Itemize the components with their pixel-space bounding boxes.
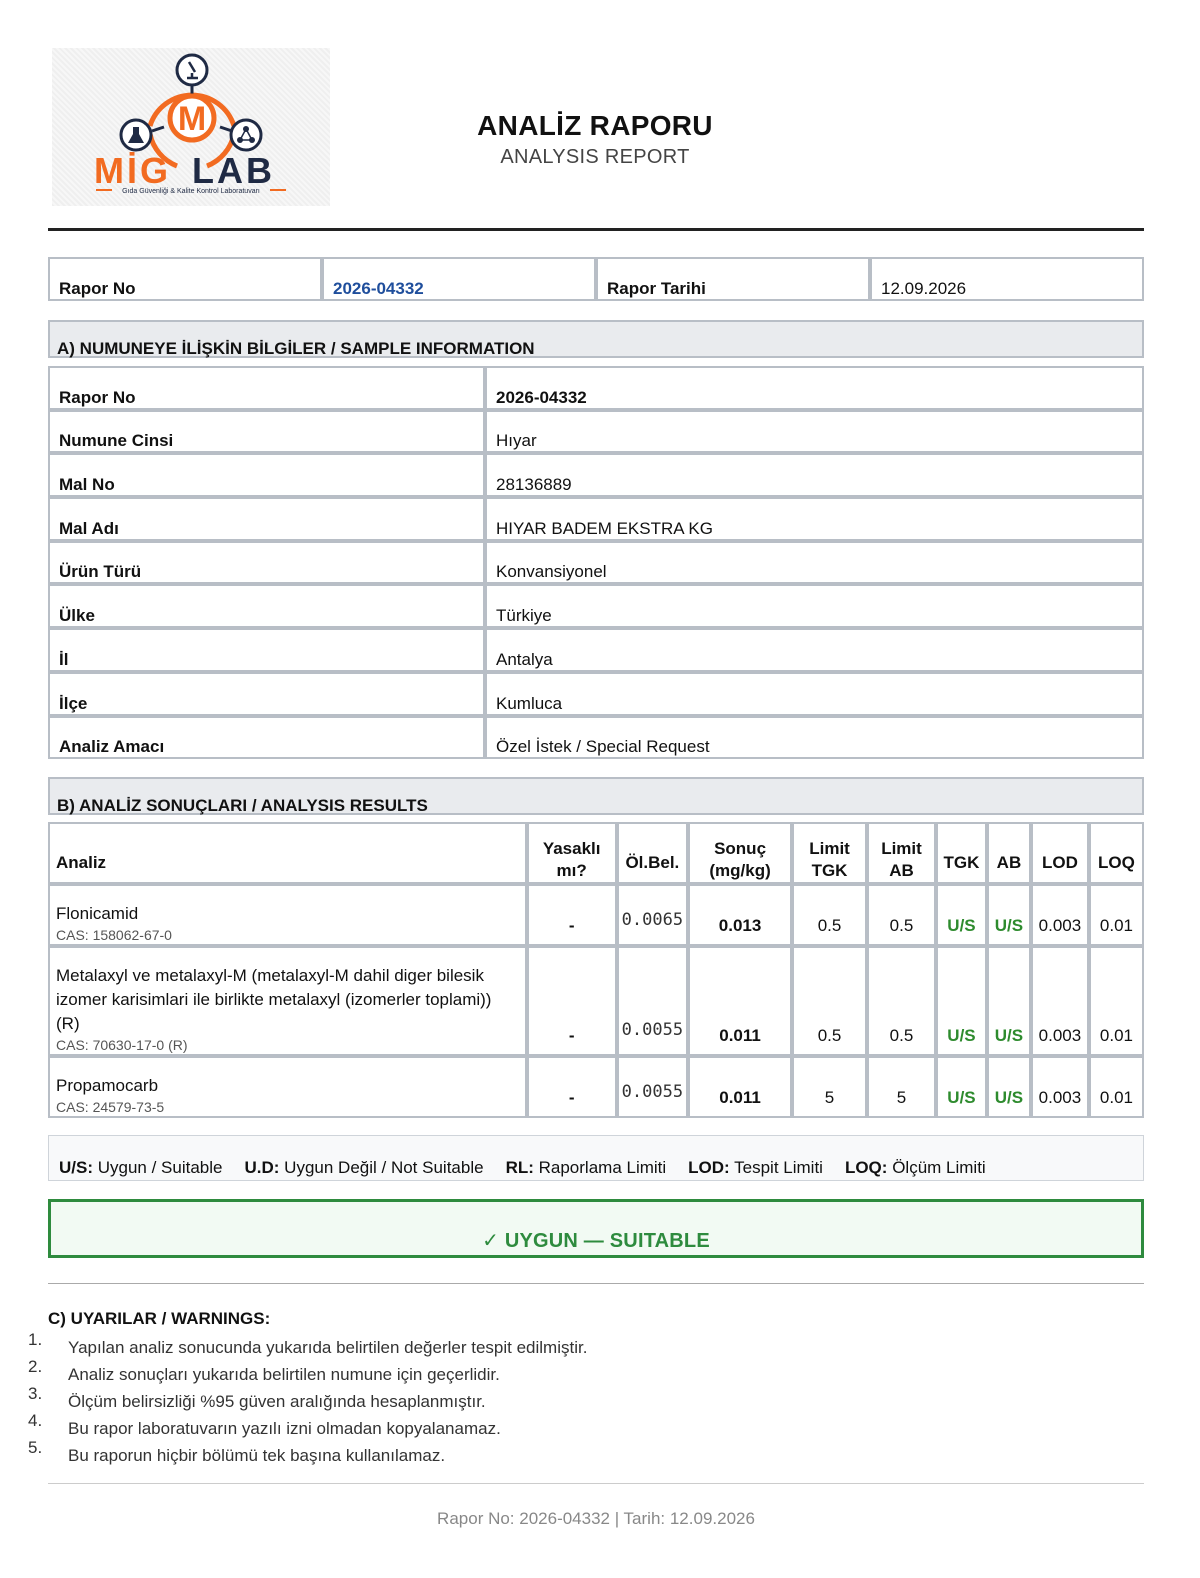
- legend-abbr: RL:: [505, 1158, 534, 1177]
- legend-abbr: U.D:: [244, 1158, 280, 1177]
- sample-info-value: Hıyar: [485, 410, 1144, 454]
- report-title-block: [430, 110, 760, 169]
- sample-info-label: Numune Cinsi: [48, 410, 485, 454]
- sample-info-value: Antalya: [485, 628, 1144, 672]
- report-title: ANALİZ RAPORU: [477, 110, 713, 141]
- sonuc-cell: 0.011: [688, 946, 792, 1056]
- sample-info-row: [48, 672, 1144, 716]
- legend-abbr: LOQ:: [844, 1158, 888, 1177]
- limit-tgk-cell: 5: [792, 1056, 867, 1118]
- col-sonuc-l2: (mg/kg): [709, 861, 771, 880]
- legend-item: [688, 1158, 823, 1177]
- warning-number: 4.: [28, 1411, 43, 1430]
- sample-info-label: Analiz Amacı: [48, 716, 485, 760]
- col-limit-ab-l1: Limit: [881, 839, 922, 858]
- sample-info-label: Rapor No: [48, 366, 485, 410]
- loq-cell: 0.01: [1089, 1056, 1144, 1118]
- loq-cell: 0.01: [1089, 946, 1144, 1056]
- legend-text: Uygun Değil / Not Suitable: [284, 1158, 484, 1177]
- lod-cell: 0.003: [1031, 946, 1089, 1056]
- legend-text: Raporlama Limiti: [538, 1158, 667, 1177]
- col-limit-ab-l2: AB: [889, 861, 914, 880]
- sample-info-label: İl: [48, 628, 485, 672]
- result-row: [48, 1056, 1144, 1118]
- limit-ab-cell: 0.5: [867, 884, 936, 946]
- sample-info-row: [48, 410, 1144, 454]
- tgk-status-cell: U/S: [936, 1056, 987, 1118]
- analysis-results-table: [48, 822, 1144, 1118]
- legend-text: Uygun / Suitable: [97, 1158, 223, 1177]
- warning-item: [28, 1384, 928, 1411]
- sample-info-row: [48, 366, 1144, 410]
- warning-item: [28, 1438, 928, 1465]
- sample-info-row: [48, 628, 1144, 672]
- col-sonuc: [688, 822, 792, 884]
- sample-info-table: [48, 366, 1144, 759]
- limit-ab-cell: 5: [867, 1056, 936, 1118]
- logo-letter: M: [177, 100, 207, 138]
- sample-info-value: Konvansiyonel: [485, 541, 1144, 585]
- footer-divider: [48, 1483, 1144, 1484]
- col-yasakli-l2: mı?: [556, 861, 587, 880]
- ab-status-cell: U/S: [987, 1056, 1031, 1118]
- logo-wordmark-lab: LAB: [192, 150, 275, 191]
- legend-item: [506, 1158, 667, 1177]
- yasakli-cell: -: [527, 946, 617, 1056]
- col-limit-tgk-l2: TGK: [811, 861, 848, 880]
- warning-item: [28, 1357, 928, 1384]
- rapor-no-value: 2026-04332: [322, 257, 596, 301]
- result-row: [48, 946, 1144, 1056]
- col-yasakli: [527, 822, 617, 884]
- microscope-icon: [177, 55, 207, 85]
- sample-info-row: [48, 497, 1144, 541]
- flask-icon: [121, 120, 151, 150]
- col-loq: LOQ: [1089, 822, 1144, 884]
- olbel-cell: 0.0055: [617, 1056, 688, 1118]
- legend-item: [244, 1158, 483, 1177]
- col-yasakli-l1: Yasaklı: [542, 839, 601, 858]
- olbel-cell: 0.0065: [617, 884, 688, 946]
- sample-info-label: Ülke: [48, 584, 485, 628]
- divider: [48, 1283, 1144, 1284]
- warning-text: Yapılan analiz sonucunda yukarıda belirtilen değerler tespit edilmiştir.: [68, 1338, 588, 1357]
- rapor-no-label: Rapor No: [48, 257, 322, 301]
- col-limit-tgk-l1: Limit: [809, 839, 850, 858]
- analyte-cas: CAS: 158062-67-0: [56, 927, 172, 943]
- analyte-cell: [48, 946, 527, 1056]
- sample-info-value: 28136889: [485, 453, 1144, 497]
- warning-number: 1.: [28, 1330, 43, 1349]
- legend-item: [59, 1158, 222, 1177]
- sample-info-row: [48, 584, 1144, 628]
- warnings-list: [28, 1330, 928, 1465]
- analyte-cas: CAS: 24579-73-5: [56, 1099, 165, 1115]
- sample-info-value: Türkiye: [485, 584, 1144, 628]
- check-icon: ✓: [482, 1230, 500, 1252]
- legend-text: Tespit Limiti: [734, 1158, 823, 1177]
- results-header-row: [48, 822, 1144, 884]
- logo-tagline: Gıda Güvenliği & Kalite Kontrol Laboratuvarı: [122, 188, 260, 195]
- logo-graphic: [52, 48, 330, 206]
- col-analiz: Analiz: [48, 822, 527, 884]
- analyte-name: Metalaxyl ve metalaxyl-M (metalaxyl-M dahil diger bilesik izomer karisimlari ile birlikte metalaxyl (izomerler toplami)) (R): [56, 966, 492, 1033]
- warning-text: Ölçüm belirsizliği %95 güven aralığında hesaplanmıştır.: [68, 1392, 486, 1411]
- limit-tgk-cell: 0.5: [792, 884, 867, 946]
- warning-item: [28, 1411, 928, 1438]
- ab-status-cell: U/S: [987, 946, 1031, 1056]
- limit-tgk-cell: 0.5: [792, 946, 867, 1056]
- verdict-banner: [48, 1199, 1144, 1258]
- sonuc-cell: 0.013: [688, 884, 792, 946]
- sample-info-value: Özel İstek / Special Request: [485, 716, 1144, 760]
- olbel-cell: 0.0055: [617, 946, 688, 1056]
- warning-number: 5.: [28, 1438, 43, 1457]
- sample-info-row: [48, 716, 1144, 760]
- report-meta-table: [48, 257, 1144, 301]
- legend-abbr: LOD:: [688, 1158, 730, 1177]
- analyte-cell: [48, 884, 527, 946]
- abbreviation-legend: [48, 1135, 1144, 1181]
- sample-info-value: 2026-04332: [485, 366, 1144, 410]
- warning-text: Bu raporun hiçbir bölümü tek başına kullanılamaz.: [68, 1446, 446, 1465]
- warning-number: 3.: [28, 1384, 43, 1403]
- analyte-name: Propamocarb: [56, 1076, 159, 1095]
- sample-info-label: Ürün Türü: [48, 541, 485, 585]
- warning-text: Bu rapor laboratuvarın yazılı izni olmadan kopyalanamaz.: [68, 1419, 501, 1438]
- sample-info-label: İlçe: [48, 672, 485, 716]
- section-a-heading: A) NUMUNEYE İLİŞKİN BİLGİLER / SAMPLE INFORMATION: [48, 320, 1144, 358]
- warning-number: 2.: [28, 1357, 43, 1376]
- yasakli-cell: -: [527, 1056, 617, 1118]
- col-olbel: Öl.Bel.: [617, 822, 688, 884]
- col-lod: LOD: [1031, 822, 1089, 884]
- header-divider: [48, 228, 1144, 231]
- sample-info-row: [48, 541, 1144, 585]
- verdict-text: UYGUN — SUITABLE: [504, 1230, 710, 1252]
- molecule-icon: [231, 120, 261, 150]
- legend-item: [845, 1158, 986, 1177]
- ab-status-cell: U/S: [987, 884, 1031, 946]
- sonuc-cell: 0.011: [688, 1056, 792, 1118]
- section-b-heading: B) ANALİZ SONUÇLARI / ANALYSIS RESULTS: [48, 777, 1144, 815]
- analyte-cell: [48, 1056, 527, 1118]
- rapor-tarihi-label: Rapor Tarihi: [596, 257, 870, 301]
- warning-item: [28, 1330, 928, 1357]
- sample-info-label: Mal No: [48, 453, 485, 497]
- analyte-cas: CAS: 70630-17-0 (R): [56, 1037, 188, 1053]
- warning-text: Analiz sonuçları yukarıda belirtilen numune için geçerlidir.: [68, 1365, 500, 1384]
- col-sonuc-l1: Sonuç: [714, 839, 767, 858]
- section-c-heading: C) UYARILAR / WARNINGS:: [48, 1309, 271, 1328]
- rapor-tarihi-value: 12.09.2026: [870, 257, 1144, 301]
- legend-abbr: U/S:: [59, 1158, 93, 1177]
- lod-cell: 0.003: [1031, 884, 1089, 946]
- yasakli-cell: -: [527, 884, 617, 946]
- loq-cell: 0.01: [1089, 884, 1144, 946]
- tgk-status-cell: U/S: [936, 884, 987, 946]
- result-row: [48, 884, 1144, 946]
- sample-info-label: Mal Adı: [48, 497, 485, 541]
- sample-info-row: [48, 453, 1144, 497]
- limit-ab-cell: 0.5: [867, 946, 936, 1056]
- col-ab: AB: [987, 822, 1031, 884]
- legend-text: Ölçüm Limiti: [892, 1158, 986, 1177]
- col-limit-tgk: [792, 822, 867, 884]
- col-limit-ab: [867, 822, 936, 884]
- col-tgk: TGK: [936, 822, 987, 884]
- analyte-name: Flonicamid: [56, 904, 139, 923]
- tgk-status-cell: U/S: [936, 946, 987, 1056]
- report-subtitle: ANALYSIS REPORT: [500, 146, 690, 168]
- sample-info-value: HIYAR BADEM EKSTRA KG: [485, 497, 1144, 541]
- logo-wordmark-mig: MİG: [94, 150, 171, 191]
- lod-cell: 0.003: [1031, 1056, 1089, 1118]
- page-footer: Rapor No: 2026-04332 | Tarih: 12.09.2026: [437, 1509, 755, 1528]
- lab-logo: [52, 48, 330, 206]
- sample-info-value: Kumluca: [485, 672, 1144, 716]
